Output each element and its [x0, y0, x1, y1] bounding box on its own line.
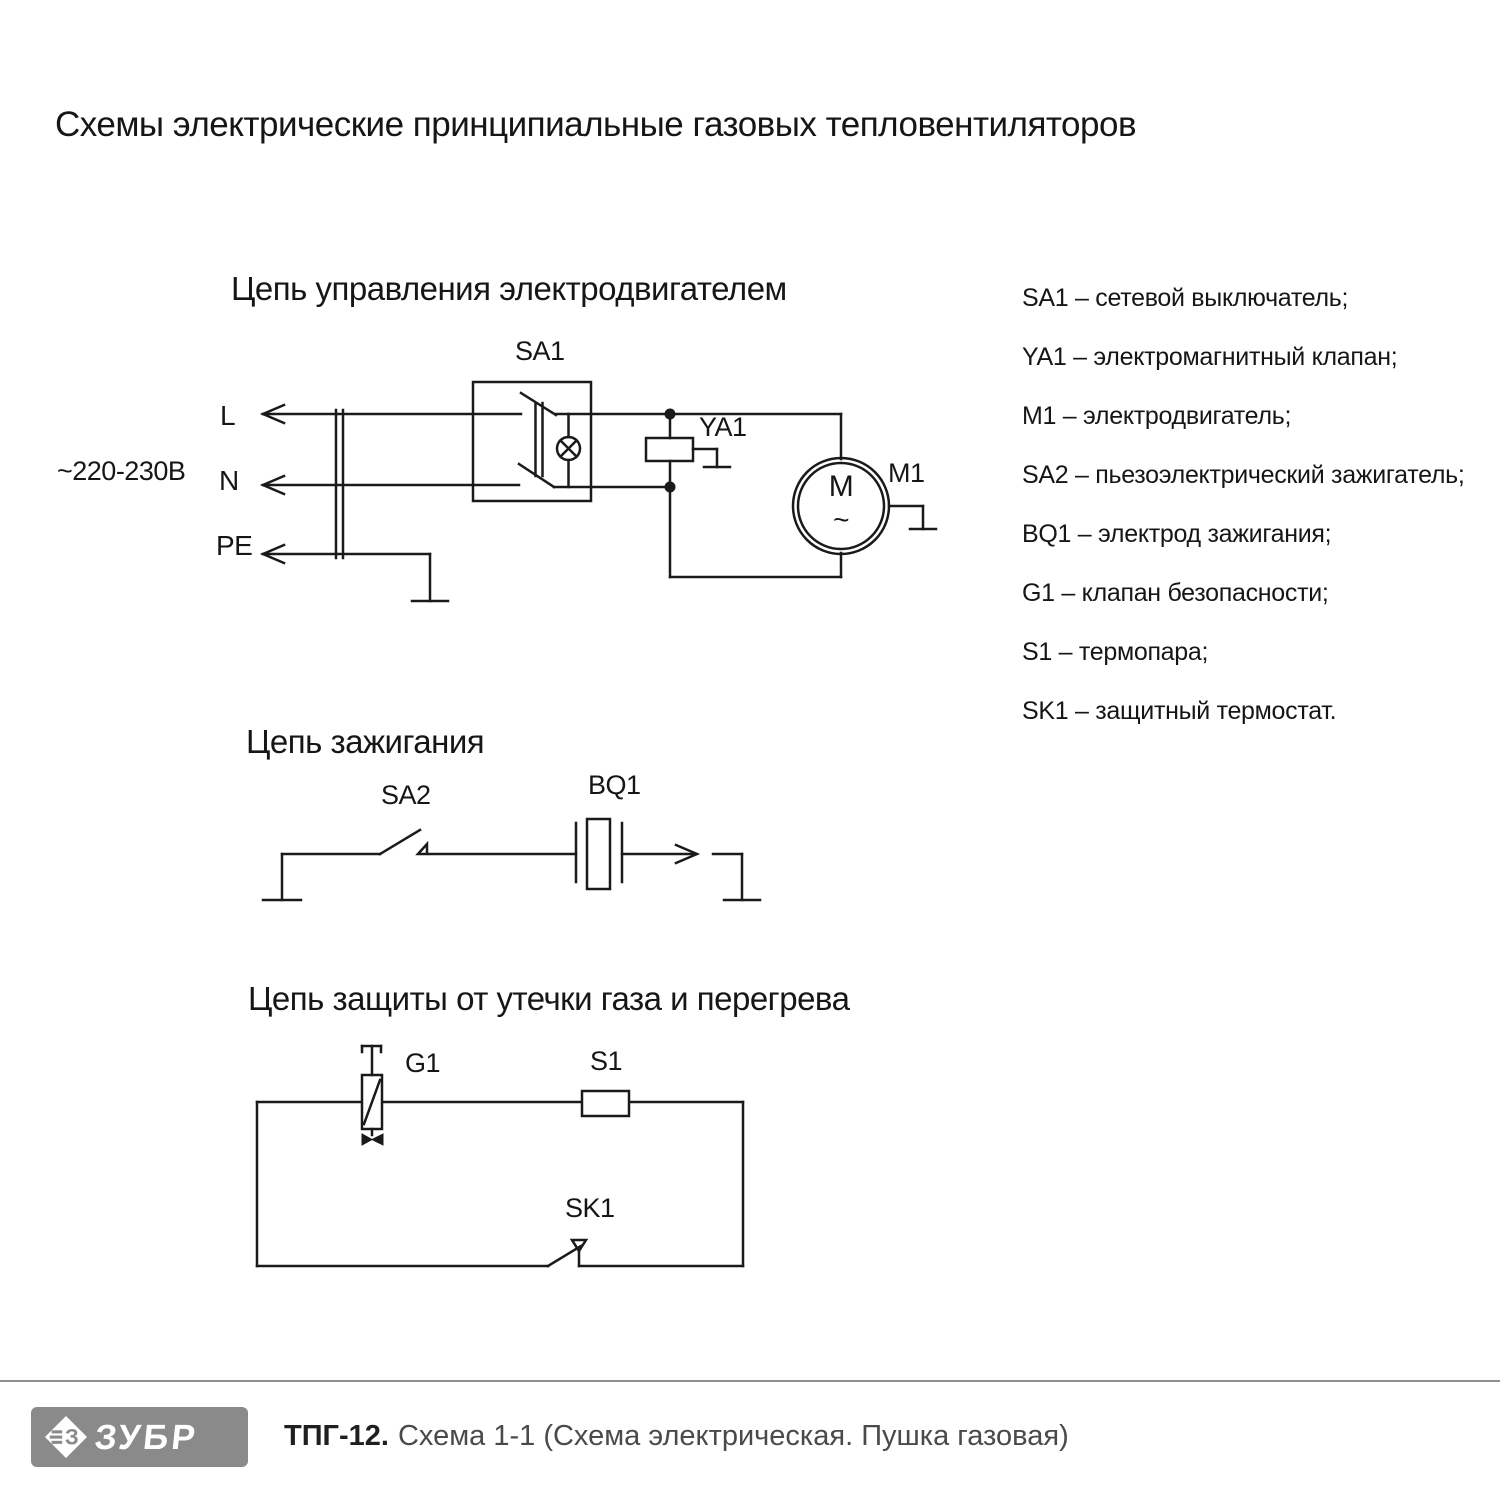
sa1-label: SA1 — [515, 336, 565, 366]
ignition-circuit-drawing — [263, 819, 760, 900]
motor-ac-symbol: ~ — [833, 504, 849, 535]
legend-item-sa2: SA2 – пьезоэлектрический зажигатель; — [1022, 461, 1465, 489]
legend-item-sk1: SK1 – защитный термостат. — [1022, 697, 1337, 725]
bq1-label: BQ1 — [588, 770, 641, 800]
terminal-l-label: L — [220, 400, 236, 431]
legend-item-sa1: SA1 – сетевой выключатель; — [1022, 284, 1349, 312]
page-title: Схемы электрические принципиальные газовых тепловентиляторов — [55, 105, 1137, 144]
svg-text:З: З — [65, 1424, 79, 1450]
g1-safety-valve-symbol — [362, 1046, 383, 1145]
zubr-brand-text: ЗУБР — [92, 1417, 200, 1457]
sa1-switch-symbol — [473, 382, 841, 501]
spark-arrow — [622, 845, 697, 863]
ignition-left-ground — [263, 854, 301, 900]
scheme-caption: Схема 1-1 (Схема электрическая. Пушка газовая) — [397, 1420, 1069, 1452]
legend-item-m1: M1 – электродвигатель; — [1022, 402, 1292, 430]
sk1-thermostat-symbol — [548, 1240, 586, 1266]
zubr-logo-diamond-icon — [45, 1416, 87, 1458]
protection-circuit-drawing — [257, 1046, 743, 1266]
s1-thermocouple-symbol — [582, 1091, 629, 1116]
mains-terminal-arrows — [263, 405, 521, 563]
terminal-pe-label: PE — [216, 530, 253, 561]
footer-caption-line — [284, 1421, 1069, 1453]
ignition-right-ground — [713, 854, 760, 900]
footer-divider — [0, 1380, 1500, 1382]
ya1-label: YA1 — [699, 412, 747, 442]
sk1-label: SK1 — [565, 1193, 615, 1223]
mains-voltage-label: ~220-230В — [57, 456, 186, 486]
component-legend — [1022, 285, 1465, 757]
motor-letter: M — [828, 470, 854, 503]
legend-item-g1: G1 – клапан безопасности; — [1022, 579, 1329, 607]
zubr-logo — [31, 1407, 248, 1467]
legend-item-bq1: BQ1 – электрод зажигания; — [1022, 520, 1332, 548]
ignition-heading: Цепь зажигания — [246, 723, 485, 760]
g1-label: G1 — [405, 1048, 441, 1078]
bq1-electrode-symbol — [576, 819, 622, 889]
legend-item-ya1: YA1 – электромагнитный клапан; — [1022, 343, 1398, 371]
legend-item-s1: S1 – термопара; — [1022, 638, 1209, 666]
pe-ground-symbol — [412, 554, 448, 601]
m1-label: M1 — [888, 458, 925, 488]
sa2-switch-symbol — [380, 830, 427, 854]
s1-label: S1 — [590, 1046, 623, 1076]
sa2-label: SA2 — [381, 780, 431, 810]
model-number: ТПГ-12. — [284, 1420, 389, 1452]
motor-wiring — [670, 414, 841, 577]
protection-heading: Цепь защиты от утечки газа и перегрева — [248, 980, 850, 1017]
terminal-n-label: N — [219, 465, 239, 496]
motor-control-heading: Цепь управления электродвигателем — [231, 270, 787, 307]
